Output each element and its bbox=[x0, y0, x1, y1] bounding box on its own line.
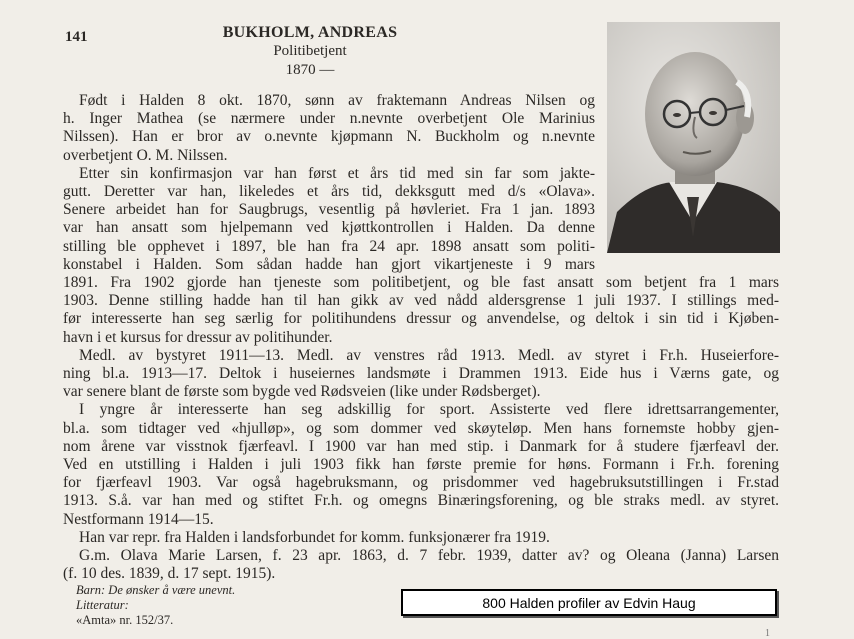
text-line: var han ansatt som hjelpemann ved kjøttkontrollen i Halden. Da denne bbox=[63, 219, 595, 237]
text-line: ning bl.a. 1913—17. Deltok i huseiernes landsmøte i Drammen 1913. Eide hus i Værns gate, og bbox=[63, 365, 779, 383]
caption-text: 800 Halden profiler av Edvin Haug bbox=[482, 594, 696, 611]
entry-header bbox=[200, 23, 420, 80]
text-line: bl.a. som tidtager ved «hjulløp», og som dommer ved skøyteløp. Men hans fornemste hobby gjen- bbox=[63, 419, 779, 437]
text-line: stilling ble opphevet i 1897, ble han fra 24 apr. 1898 ansatt som politi- bbox=[63, 237, 595, 255]
text-line: 1913. S.å. var han med og stiftet Fr.h. og omegns Binæringsforening, og ble straks medl. av styret. bbox=[63, 492, 779, 510]
text-line: var senere blant de første som bygde ved Rødsveien (like under Rødsberget). bbox=[63, 383, 541, 401]
entry-years: 1870 — bbox=[285, 62, 335, 78]
literature-label: Litteratur: bbox=[76, 598, 129, 612]
text-line: h. Inger Mathea (se nærmere under n.nevnte overbetjent Ole Marinius bbox=[63, 110, 595, 128]
text-line: Han var repr. fra Halden i landsforbundet for komm. funksjonærer fra 1919. bbox=[79, 528, 550, 546]
text-line: før interesserte han seg særlig for politihundens dressur og anvendelse, og deltok i sin tid i Kjøben- bbox=[63, 310, 779, 328]
entry-name: BUKHOLM, ANDREAS bbox=[222, 24, 398, 41]
text-line: 1891. Fra 1902 gjorde han tjeneste som politibetjent, og ble fast ansatt som betjent fra 1 mars bbox=[63, 274, 779, 292]
page-number: 141 bbox=[65, 29, 88, 45]
text-line: 1903. Denne stilling hadde han til han gikk av ved nådd aldersgrense 1 juli 1937. I stillings med- bbox=[63, 292, 779, 310]
text-line: havn i et kursus for dressur av politihunder. bbox=[63, 328, 333, 346]
text-line: Medl. av bystyret 1911—13. Medl. av venstres råd 1913. Medl. av styret i Fr.h. Huseierfore- bbox=[79, 346, 779, 364]
text-line: Ved en utstilling i Halden i juli 1903 fikk han første premie for høns. Formann i Fr.h. forening bbox=[63, 456, 779, 474]
text-line: (f. 10 des. 1839, d. 17 sept. 1915). bbox=[63, 565, 276, 583]
text-line: Født i Halden 8 okt. 1870, sønn av fraktemann Andreas Nilsen og bbox=[79, 92, 595, 109]
text-line: Senere arbeidet han for Saugbrugs, vesentlig på høvleriet. Fra 1 jan. 1893 bbox=[63, 201, 595, 219]
text-line: overbetjent O. M. Nilssen. bbox=[63, 146, 228, 164]
entry-title: Politibetjent bbox=[273, 43, 347, 59]
literature-reference: «Amta» nr. 152/37. bbox=[76, 613, 174, 627]
text-line: I yngre år interesserte han seg adskillig for sport. Assisterte ved flere idrettsarrangementer, bbox=[79, 401, 779, 419]
text-line: konstabel i Halden. Som sådan hadde han gjort vikartjeneste i 9 mars bbox=[63, 255, 595, 273]
children-note: Barn: De ønsker å være unevnt. bbox=[76, 583, 236, 597]
corner-mark: 1 bbox=[765, 628, 770, 639]
footer-notes bbox=[76, 583, 235, 628]
text-line: gutt. Deretter var han, likeledes et års tid, dekksgutt med d/s «Olava». bbox=[63, 183, 595, 201]
text-line: Nestformann 1914—15. bbox=[63, 510, 214, 528]
text-line: Etter sin konfirmasjon var han først et års tid med sin far som jakte- bbox=[79, 164, 595, 182]
source-caption bbox=[401, 589, 777, 616]
text-line: G.m. Olava Marie Larsen, f. 23 apr. 1863, d. 7 febr. 1939, datter av? og Oleana (Janna) Larsen bbox=[79, 547, 779, 565]
text-line: for fjærfeavl 1903. Var også hagebruksmann, og prisdommer ved hagebruksutstillingen i Fr.stad bbox=[63, 474, 779, 492]
biography-text bbox=[63, 92, 783, 583]
text-line: nom årene var visstnok fjærfeavl. I 1900 var han med stip. i Danmark for å studere fjærfeavl der. bbox=[63, 437, 779, 455]
text-line: Nilssen). Han er bror av o.nevnte kjøpmann N. Buckholm og n.nevnte bbox=[63, 128, 595, 146]
